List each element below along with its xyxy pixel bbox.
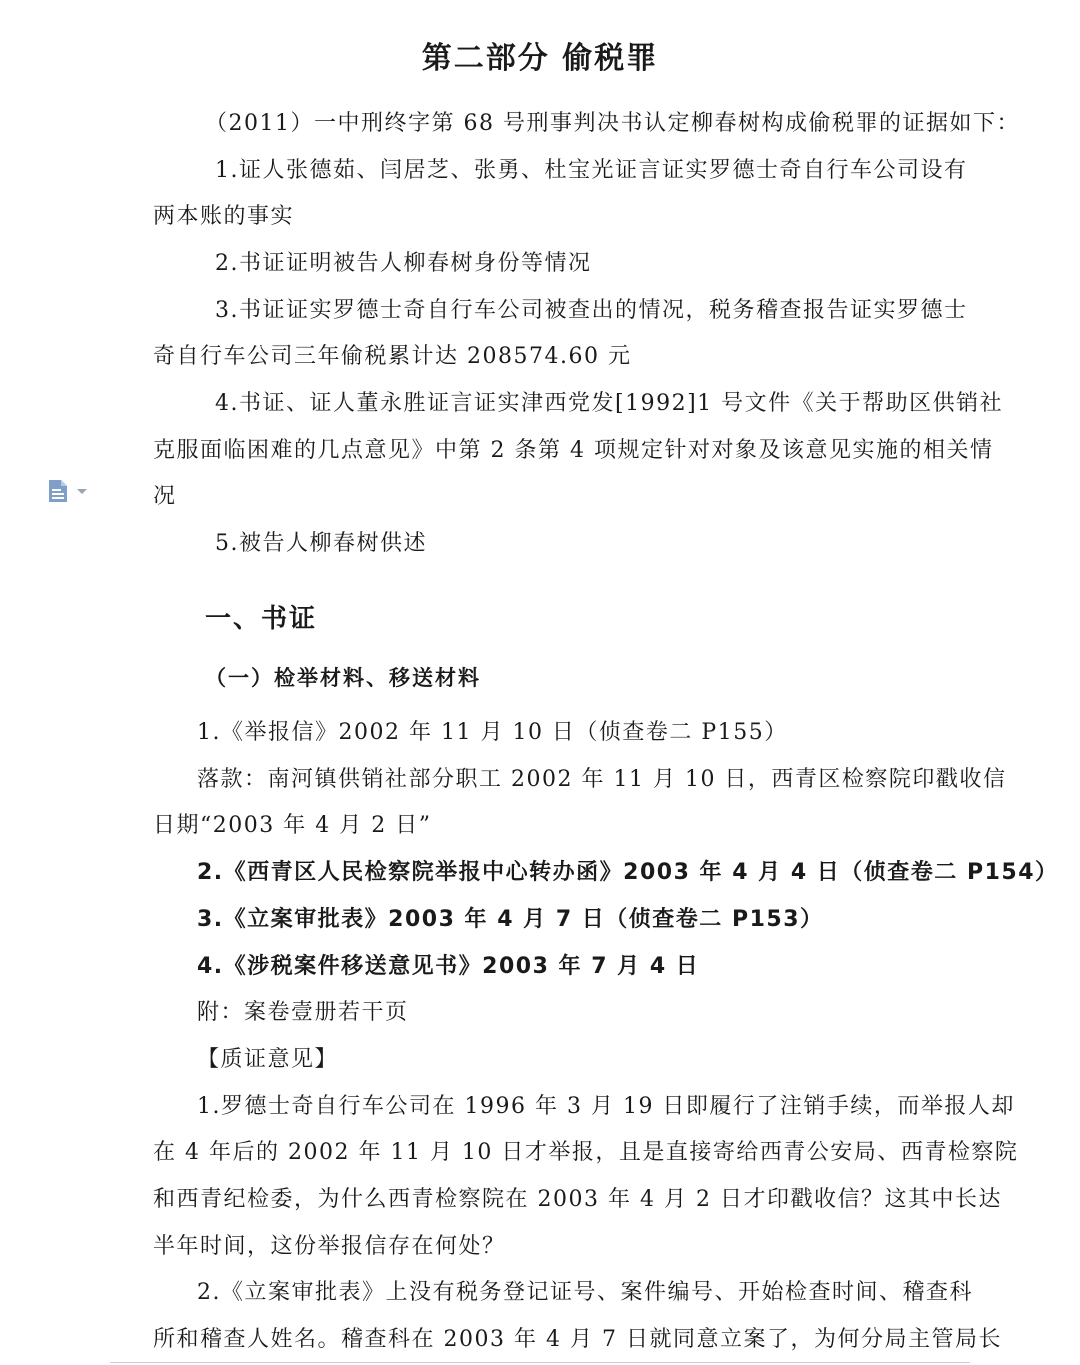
evidence-item-4-line-1: 4.书证、证人董永胜证言证实津西党发[1992]1 号文件《关于帮助区供销社 <box>215 391 1004 416</box>
evidence-item-5-line-1: 5.被告人柳春树供述 <box>215 531 427 556</box>
evidence-item-3-line-2: 奇自行车公司三年偷税累计达 208574.60 元 <box>153 344 632 369</box>
opinion-line-2: 在 4 年后的 2002 年 11 月 10 日才举报，且是直接寄给西青公安局、西青检察院 <box>153 1140 1019 1165</box>
evidence-item-2-line-1: 2.书证证明被告人柳春树身份等情况 <box>215 251 592 276</box>
section-heading-documentary-evidence: 一、书证 <box>205 604 318 634</box>
opinion-line-1: 1.罗德士奇自行车公司在 1996 年 3 月 19 日即履行了注销手续，而举报人却 <box>197 1094 1015 1119</box>
material-signature-line-1: 落款：南河镇供销社部分职工 2002 年 11 月 10 日，西青区检察院印戳收信 <box>197 767 1007 792</box>
material-item-4: 4.《涉税案件移送意见书》2003 年 7 月 4 日 <box>197 954 700 979</box>
evidence-item-1-line-1: 1.证人张德茹、闫居芝、张勇、杜宝光证言证实罗德士奇自行车公司设有 <box>215 158 968 183</box>
intro-paragraph: （2011）一中刑终字第 68 号刑事判决书认定柳春树构成偷税罪的证据如下： <box>205 111 1020 136</box>
material-attachment: 附：案卷壹册若干页 <box>197 1000 409 1025</box>
document-icon <box>45 478 71 504</box>
subsection-heading-report-materials: （一）检举材料、移送材料 <box>205 666 481 690</box>
opinion-heading: 【质证意见】 <box>197 1047 339 1072</box>
evidence-item-1-line-2: 两本账的事实 <box>153 204 295 229</box>
page-title: 第二部分 偷税罪 <box>421 41 659 76</box>
material-item-3: 3.《立案审批表》2003 年 4 月 7 日（侦查卷二 P153） <box>197 907 824 932</box>
page-bottom-divider <box>110 1362 970 1363</box>
material-item-2: 2.《西青区人民检察院举报中心转办函》2003 年 4 月 4 日（侦查卷二 P154） <box>197 860 1059 885</box>
opinion-line-3: 和西青纪检委，为什么西青检察院在 2003 年 4 月 2 日才印戳收信？这其中长达 <box>153 1187 1002 1212</box>
material-item-1: 1.《举报信》2002 年 11 月 10 日（侦查卷二 P155） <box>197 720 788 745</box>
material-signature-line-2: 日期“2003 年 4 月 2 日” <box>153 813 432 838</box>
evidence-item-3-line-1: 3.书证证实罗德士奇自行车公司被查出的情况，税务稽查报告证实罗德士 <box>215 298 968 323</box>
evidence-item-4-line-3: 况 <box>153 484 177 509</box>
chevron-down-icon[interactable] <box>75 486 89 496</box>
opinion-line-6: 所和稽查人姓名。稽查科在 2003 年 4 月 7 日就同意立案了，为何分局主管局长 <box>153 1327 1002 1352</box>
opinion-line-4: 半年时间，这份举报信存在何处？ <box>153 1234 506 1259</box>
evidence-item-4-line-2: 克服面临困难的几点意见》中第 2 条第 4 项规定针对对象及该意见实施的相关情 <box>153 438 994 463</box>
opinion-line-5: 2.《立案审批表》上没有税务登记证号、案件编号、开始检查时间、稽查科 <box>197 1280 973 1305</box>
document-options-icon[interactable] <box>45 478 93 504</box>
